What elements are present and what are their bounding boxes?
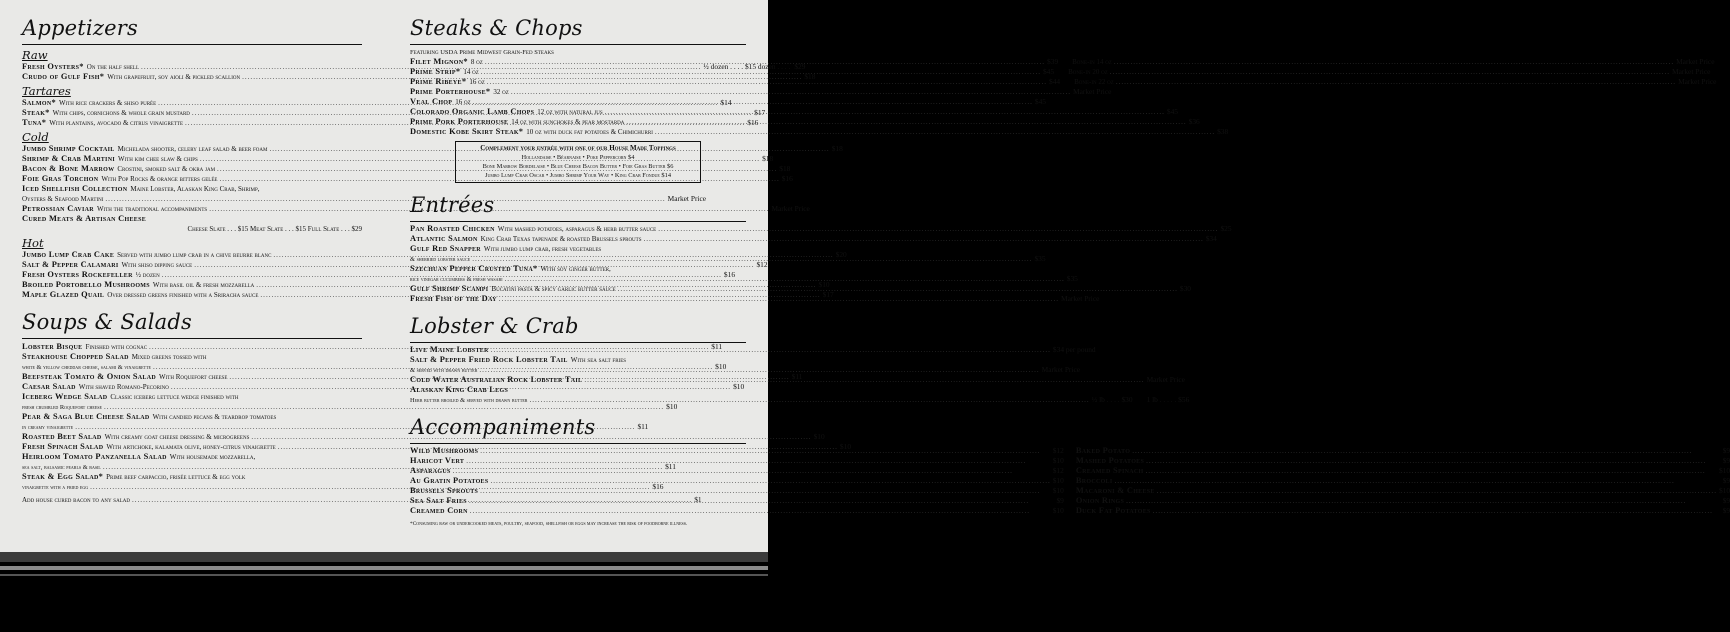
menu-item: Szechuan Pepper Crusted Tuna* With soy ginger butter, xyxy=(410,264,611,273)
side-item: Au Gratin Potatoes ..... $10 xyxy=(410,476,1064,486)
steaks-subtitle: Featuring USDA Prime Midwest Grain-Fed Steaks xyxy=(410,49,554,56)
cured-meats-prices: Cheese Slate . . . $15 Meat Slate . . . $15 Full Slate . . . $29 xyxy=(187,225,362,233)
side-item: Brussels Sprouts ..... $10 xyxy=(410,486,1064,496)
soups-title: Soups & Salads xyxy=(22,310,192,334)
menu-item: Cured Meats & Artisan Cheese xyxy=(22,214,147,223)
menu-item: Gulf Shrimp Scampi Bucatini pasta & spicy garlic butter sauce ..... $30 xyxy=(410,284,746,294)
side-item: Wild Mushrooms ..... $12 xyxy=(410,446,1064,456)
toppings-title: Complement your entrée with one of our House Made Toppings xyxy=(480,144,676,152)
steaks-title: Steaks & Chops xyxy=(410,16,583,40)
menu-item: Jumbo Lump Crab Cake Served with jumbo lump crab in a chive beurre blanc ..... $20 xyxy=(22,250,362,260)
tartares-heading: Tartares xyxy=(22,84,71,98)
bottom-stripe xyxy=(0,566,768,570)
menu-item-sub: & served with drawn butter ..... Market Price xyxy=(410,365,746,375)
menu-item: Pan Roasted Chicken With mashed potatoes, asparagus & herb butter sauce ..... $25 xyxy=(410,224,746,234)
menu-item: Foie Gras Torchon With Pop Rocks & orange bitters gelée ..... $16 xyxy=(22,174,362,184)
steak-row: Filet Mignon* 8 oz ..... $39 Bone-in 14 oz ..... Market Price xyxy=(410,57,746,67)
side-item: Macaroni & Cheese ..... $10 xyxy=(1076,486,1730,496)
menu-item: Fresh Oysters Rockefeller ½ dozen ..... $16 xyxy=(22,270,362,280)
menu-item: Caesar Salad With shaved Romano-Pecorino ..... $10 xyxy=(22,382,362,392)
menu-item: Steakhouse Chopped Salad Mixed greens tossed with xyxy=(22,352,207,361)
menu-item: Fresh Spinach Salad With artichoke, kalamata olive, honey-citrus vinaigrette ..... $10 xyxy=(22,442,362,452)
disclaimer: *Consuming raw or undercooked meats, poultry, seafood, shellfish or eggs may increase the risk of foodborne illness. xyxy=(410,521,688,527)
appetizers-title: Appetizers xyxy=(22,16,138,40)
sides-grid xyxy=(410,446,1730,516)
menu-item: Prime Pork Porterhouse 14 oz with sunchokes & pear mostarda ..... $36 xyxy=(410,117,746,127)
side-item: Baked Potato ..... $9 xyxy=(1076,446,1730,456)
menu-item: Veal Chop 16 oz ..... $45 xyxy=(410,97,746,107)
menu-item-sub: & sherried lobster sauce ..... $35 xyxy=(410,254,746,264)
menu-item-sub: sea salt, balsamic pearls & basil ..... $11 xyxy=(22,462,362,472)
section-rule xyxy=(410,44,746,45)
hot-heading: Hot xyxy=(22,236,44,250)
menu-item-sub: rice vinegar cucumbers & fresh wasabi ..... $35 xyxy=(410,274,746,284)
menu-item: Fresh Fish of the Day ..... Market Price xyxy=(410,294,746,304)
entrees-title: Entrées xyxy=(410,193,495,217)
menu-item: Cold Water Australian Rock Lobster Tail ..... Market Price xyxy=(410,375,746,385)
menu-item-sub: fresh crumbled Roquefort cheese ..... $10 xyxy=(22,402,362,412)
menu-item: Jumbo Shrimp Cocktail Michelada shooter, celery leaf salad & beer foam ..... $18 xyxy=(22,144,362,154)
menu-item: Fresh Oysters* On the half shell ..... ½ dozen . . . . $15 dozen . . . . $29 xyxy=(22,62,362,72)
menu-item: Roasted Beet Salad With creamy goat cheese dressing & microgreens ..... $10 xyxy=(22,432,362,442)
menu-item-sub: in creamy vinaigrette ..... $11 xyxy=(22,422,362,432)
section-rule xyxy=(22,44,362,45)
sides-right xyxy=(1076,446,1730,516)
side-item: Creamed Corn ..... $10 xyxy=(410,506,1064,516)
menu-item: Petrossian Caviar With the traditional accompaniments ..... Market Price xyxy=(22,204,362,214)
side-item: Onion Rings ..... $9 xyxy=(1076,496,1730,506)
menu-item: Pear & Saga Blue Cheese Salad With candied pecans & teardrop tomatoes xyxy=(22,412,277,421)
toppings-line: Jumbo Lump Crab Oscar • Jumbo Shrimp Your Way • King Crab Fondue $14 xyxy=(484,172,672,179)
side-item: Haricot Vert ..... $10 xyxy=(410,456,1064,466)
sides-left xyxy=(410,446,1064,516)
side-item: Duck Fat Potatoes ..... $9 xyxy=(1076,506,1730,516)
menu-item: Alaskan King Crab Legs xyxy=(410,385,509,394)
menu-item: Salt & Pepper Calamari With shiso dipping sauce ..... $12 xyxy=(22,260,362,270)
side-item: Sea Salt Fries ..... $9 xyxy=(410,496,1064,506)
menu-item: Gulf Red Snapper With jumbo lump crab, fresh vegetables xyxy=(410,244,602,253)
menu-item: Lobster Bisque Finished with cognac ..... $11 xyxy=(22,342,362,352)
side-item: Broccoli ..... $9 xyxy=(1076,476,1730,486)
menu-item: Bacon & Bone Marrow Crostini, smoked salt & okra jam ..... $18 xyxy=(22,164,362,174)
toppings-box xyxy=(455,141,701,183)
section-rule xyxy=(22,338,362,339)
menu-item: Steak* With chips, cornichons & whole grain mustard ..... $17 xyxy=(22,108,362,118)
menu-item-sub: Oysters & Seafood Martini ..... Market Price xyxy=(22,194,362,204)
menu-item: Crudo of Gulf Fish* With grapefruit, soy aioli & pickled scallion ..... $18 xyxy=(22,72,362,82)
menu-item-sub: white & yellow cheddar cheese, salami & vinaigrette ..... $10 xyxy=(22,362,362,372)
menu-item: Shrimp & Crab Martini With kim chee slaw & chips ..... $18 xyxy=(22,154,362,164)
bottom-stripe xyxy=(0,574,768,576)
bottom-band xyxy=(0,552,768,562)
toppings-line: Bone Marrow Bordelaise • Blue Cheese Bacon Butter • Foie Gras Butter $6 xyxy=(482,163,674,170)
menu-item-sub: Herb butter broiled & served with drawn butter ..... ½ lb . . . . $30 1 lb . . . . . $56 xyxy=(410,395,746,405)
side-item: Mashed Potatoes ..... $9 xyxy=(1076,456,1730,466)
menu-item: Domestic Kobe Skirt Steak* 10 oz with duck fat potatoes & Chimichurri ..... $38 xyxy=(410,127,746,137)
section-rule xyxy=(410,221,746,222)
menu-item: Prime Porterhouse* 32 oz ..... Market Price xyxy=(410,87,746,97)
menu-item: Steak & Egg Salad* Prime beef carpaccio, frisée lettuce & egg yolk xyxy=(22,472,246,481)
toppings-line: Hollandaise • Béarnaise • Poke Peppercorn $4 xyxy=(521,154,635,161)
steak-row: Prime Ribeye* 16 oz ..... $44 Bone-in 22 oz ..... Market Price xyxy=(410,77,746,87)
steak-row: Prime Strip* 14 oz ..... $45 Bone-in 20 oz ..... Market Price xyxy=(410,67,746,77)
accompaniments-title: Accompaniments xyxy=(410,415,596,439)
section-rule xyxy=(410,443,746,444)
menu-item: Atlantic Salmon King Crab Texas tapenade & roasted Brussels sprouts ..... $34 xyxy=(410,234,746,244)
menu-item: Salt & Pepper Fried Rock Lobster Tail With sea salt fries xyxy=(410,355,627,364)
side-item: Creamed Spinach ..... $10 xyxy=(1076,466,1730,476)
menu-item: Beefsteak Tomato & Onion Salad With Roquefort cheese ..... $11 xyxy=(22,372,362,382)
menu-item: Iced Shellfish Collection Maine Lobster, Alaskan King Crab, Shrimp, xyxy=(22,184,260,193)
menu-item-sub: vinaigrette with a fried egg ..... $16 xyxy=(22,482,362,492)
bacon-note: Add house cured bacon to any salad ..... $1 xyxy=(22,495,362,505)
cold-heading: Cold xyxy=(22,130,49,144)
side-item: Asparagus ..... $12 xyxy=(410,466,1064,476)
menu-item: Heirloom Tomato Panzanella Salad With housemade mozzarella, xyxy=(22,452,256,461)
lobster-title: Lobster & Crab xyxy=(410,314,579,338)
menu-item: Maple Glazed Quail Over dressed greens finished with a Sriracha sauce ..... $17 xyxy=(22,290,362,300)
menu-item: Iceberg Wedge Salad Classic iceberg lettuce wedge finished with xyxy=(22,392,239,401)
menu-item: Live Maine Lobster ..... $34 per pound xyxy=(410,345,746,355)
menu-item: Colorado Organic Lamb Chops 12 oz with natural jus ..... $45 xyxy=(410,107,746,117)
raw-heading: Raw xyxy=(22,48,48,62)
section-rule xyxy=(410,342,746,343)
menu-item: Salmon* With rice crackers & shiso purée ..... $14 xyxy=(22,98,362,108)
menu-item: Broiled Portobello Mushrooms With basil oil & fresh mozzarella ..... $10 xyxy=(22,280,362,290)
menu-item: Tuna* With plantains, avocado & citrus vinaigrette ..... $16 xyxy=(22,118,362,128)
